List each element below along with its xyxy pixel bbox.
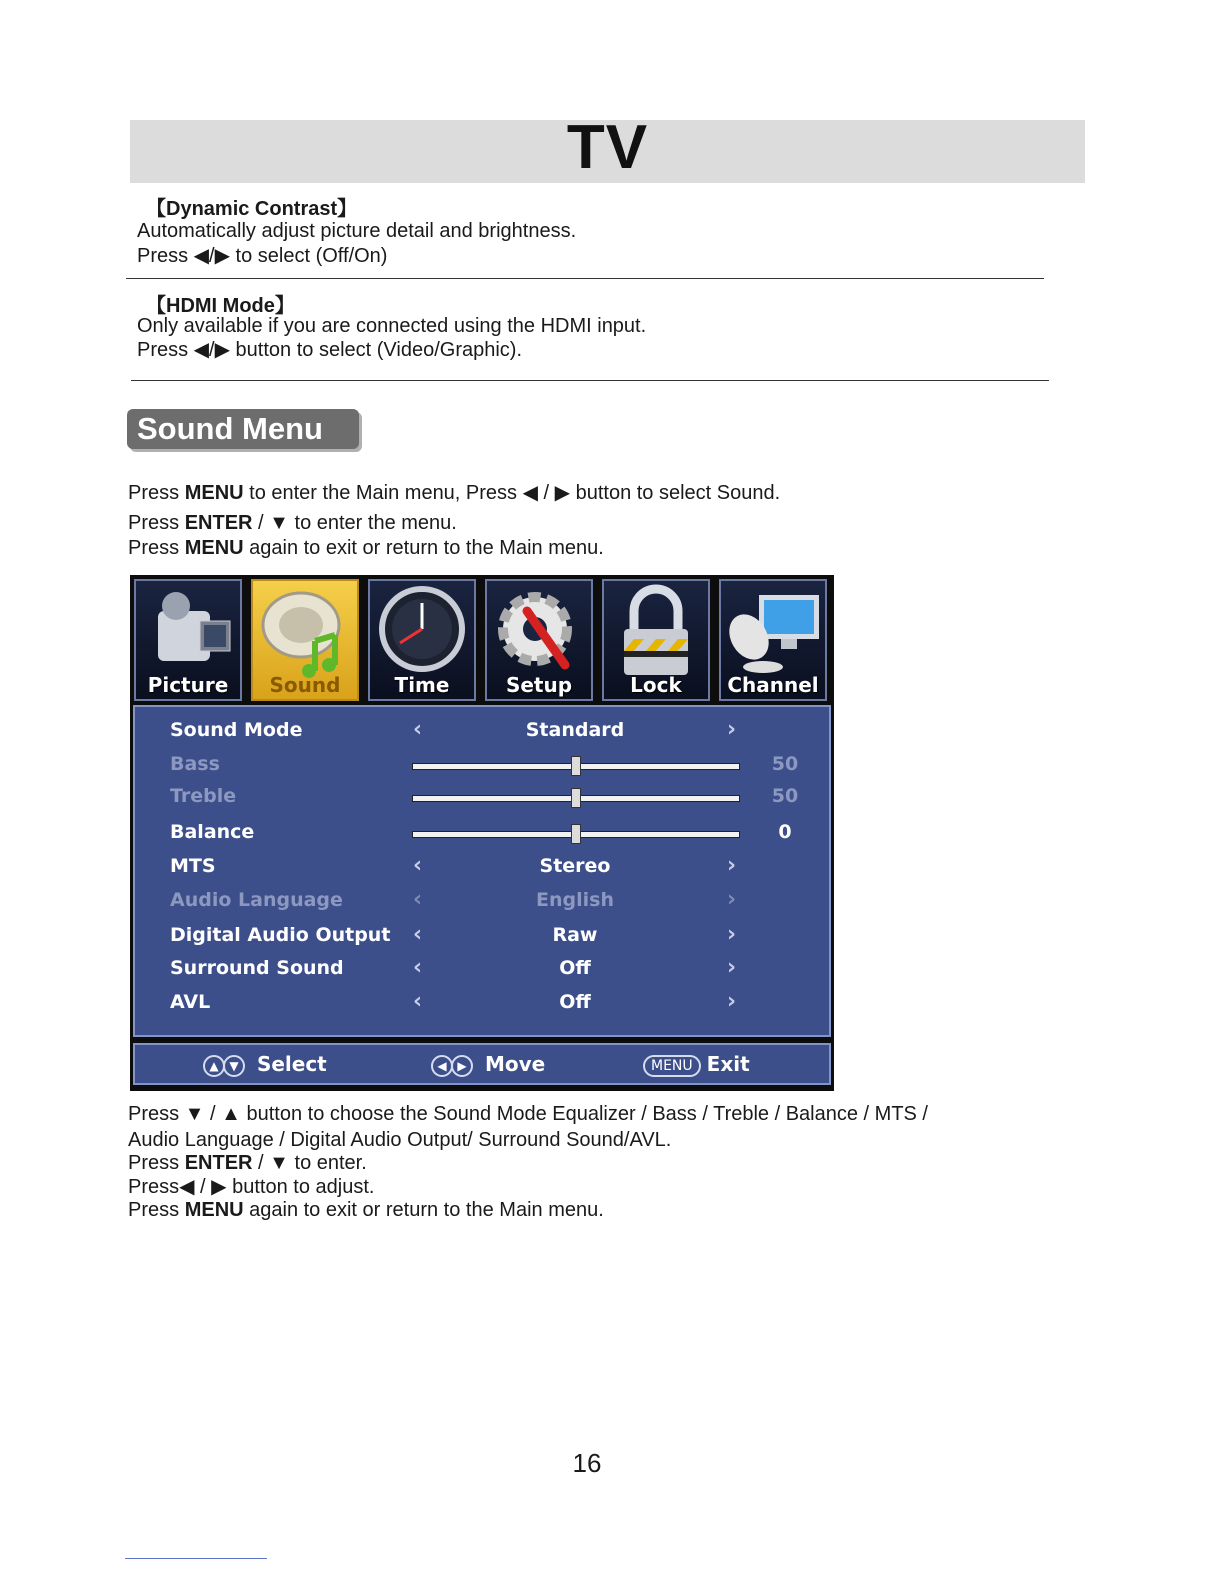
dynamic-contrast-desc: Automatically adjust picture detail and brightness. — [137, 220, 577, 242]
tab-label: Time — [394, 673, 450, 697]
instruction-line: Press ▼ / ▲ button to choose the Sound Mode Equalizer / Bass / Treble / Balance / MTS / — [128, 1103, 928, 1125]
gear-wrench-icon — [487, 581, 591, 681]
chevron-right-icon[interactable]: › — [727, 955, 737, 980]
treble-slider[interactable] — [412, 795, 740, 802]
tab-setup[interactable] — [485, 579, 593, 701]
tab-channel[interactable] — [719, 579, 827, 701]
page-title: TV — [566, 113, 649, 182]
sound-menu-title: Sound Menu — [137, 411, 323, 446]
left-arrow-icon: ◀ — [431, 1055, 453, 1077]
balance-slider[interactable] — [412, 831, 740, 838]
sound-settings-panel — [133, 705, 831, 1037]
instruction-line: Press ENTER / ▼ to enter. — [128, 1152, 367, 1174]
right-arrow-icon: ▶ — [451, 1055, 473, 1077]
menu-row-sound-mode[interactable]: Sound Mode ‹ Standard › — [170, 717, 737, 742]
up-arrow-icon: ▲ — [203, 1055, 225, 1077]
tab-label: Lock — [630, 673, 682, 697]
instruction-line: Press MENU again to exit or return to the Main menu. — [128, 1199, 604, 1221]
bass-slider[interactable] — [412, 763, 740, 770]
treble-slider-knob[interactable] — [571, 788, 581, 808]
divider — [126, 278, 1044, 279]
tab-sound[interactable] — [251, 579, 359, 701]
chevron-left-icon[interactable]: ‹ — [413, 887, 423, 912]
tab-label: Channel — [727, 673, 819, 697]
satellite-monitor-icon — [721, 581, 825, 681]
tv-osd-screen — [130, 575, 834, 1091]
tab-lock[interactable] — [602, 579, 710, 701]
chevron-right-icon[interactable]: › — [727, 922, 737, 947]
chevron-right-icon[interactable]: › — [727, 989, 737, 1014]
page-number: 16 — [572, 1448, 602, 1478]
menu-row-digital-audio-output[interactable]: Digital Audio Output ‹ Raw › — [170, 922, 737, 947]
padlock-icon — [604, 581, 708, 681]
tab-picture[interactable] — [134, 579, 242, 701]
tab-time[interactable] — [368, 579, 476, 701]
chevron-left-icon[interactable]: ‹ — [413, 717, 423, 742]
tab-label: Picture — [147, 673, 229, 697]
instruction-line: Audio Language / Digital Audio Output/ Surround Sound/AVL. — [128, 1129, 672, 1151]
footnote-line — [125, 1558, 267, 1559]
dynamic-contrast-instruction: Press ◀/▶ to select (Off/On) — [137, 245, 388, 267]
down-arrow-icon: ▼ — [223, 1055, 245, 1077]
chevron-right-icon[interactable]: › — [727, 717, 737, 742]
menu-key-icon: MENU — [643, 1055, 701, 1077]
speaker-music-icon — [253, 581, 357, 681]
menu-row-balance[interactable]: Balance 0 — [170, 821, 792, 843]
menu-row-mts[interactable]: MTS ‹ Stereo › — [170, 853, 737, 878]
move-hint: ◀ ▶ Move — [431, 1052, 545, 1077]
chevron-right-icon[interactable]: › — [727, 853, 737, 878]
camcorder-icon — [136, 581, 240, 681]
bass-slider-knob[interactable] — [571, 756, 581, 776]
osd-footer — [133, 1043, 831, 1085]
chevron-right-icon[interactable]: › — [727, 887, 737, 912]
tab-label: Setup — [505, 673, 573, 697]
tab-label: Sound — [269, 673, 341, 697]
menu-row-audio-language[interactable]: Audio Language ‹ English › — [170, 887, 737, 912]
menu-row-bass[interactable]: Bass 50 — [170, 753, 799, 775]
hdmi-mode-heading: 【HDMI Mode】 — [146, 295, 295, 317]
instruction-line: Press◀ / ▶ button to adjust. — [128, 1176, 375, 1198]
hdmi-mode-instruction: Press ◀/▶ button to select (Video/Graphic). — [137, 339, 523, 361]
chevron-left-icon[interactable]: ‹ — [413, 989, 423, 1014]
divider — [131, 380, 1049, 381]
chevron-left-icon[interactable]: ‹ — [413, 853, 423, 878]
sound-menu-badge — [127, 409, 359, 449]
intro-line: Press MENU to enter the Main menu, Press ◀ / ▶ button to select Sound. — [128, 482, 781, 504]
select-hint: ▲ ▼ Select — [203, 1052, 327, 1077]
intro-line: Press ENTER / ▼ to enter the menu. — [128, 512, 457, 534]
exit-hint: MENU Exit — [643, 1052, 750, 1077]
menu-row-treble[interactable]: Treble 50 — [170, 785, 799, 807]
balance-slider-knob[interactable] — [571, 824, 581, 844]
menu-row-avl[interactable]: AVL ‹ Off › — [170, 989, 737, 1014]
intro-line: Press MENU again to exit or return to the Main menu. — [128, 537, 604, 559]
menu-row-surround-sound[interactable]: Surround Sound ‹ Off › — [170, 955, 737, 980]
chevron-left-icon[interactable]: ‹ — [413, 955, 423, 980]
hdmi-mode-desc: Only available if you are connected using the HDMI input. — [137, 315, 647, 337]
clock-icon — [370, 581, 474, 681]
dynamic-contrast-heading: 【Dynamic Contrast】 — [146, 198, 358, 220]
chevron-left-icon[interactable]: ‹ — [413, 922, 423, 947]
